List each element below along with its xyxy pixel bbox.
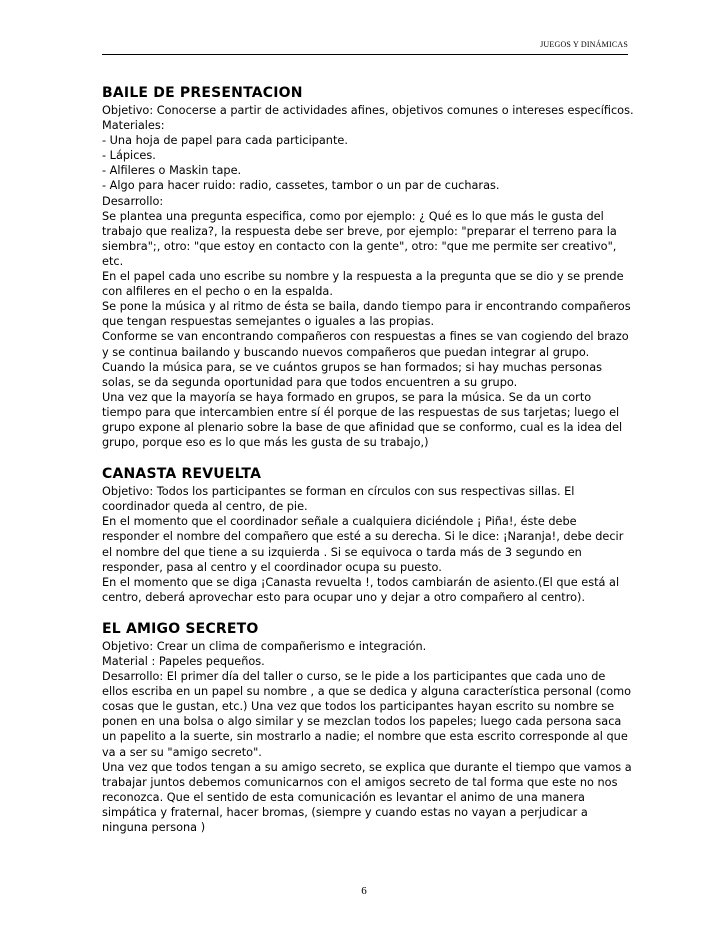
paragraph: Material : Papeles pequeños. bbox=[102, 655, 265, 668]
paragraph: Conforme se van encontrando compañeros con respuestas a fines se van cogiendo del brazo y se continua bailando y buscando nuevos compañeros que puedan integrar al grupo. bbox=[102, 330, 629, 359]
paragraph: Se pone la música y al ritmo de ésta se baila, dando tiempo para ir encontrando compañeros que tengan respuestas semejantes o iguales a las propias. bbox=[102, 300, 631, 329]
section-baile-de-presentacion bbox=[102, 84, 634, 450]
document-body bbox=[102, 84, 634, 850]
paragraph: Cuando la música para, se ve cuántos grupos se han formados; si hay muchas personas solas, se da segunda oportunidad para que todos encuentren a su grupo. bbox=[102, 360, 602, 389]
page-number: 6 bbox=[361, 885, 367, 897]
running-header bbox=[102, 40, 628, 55]
paragraph: Objetivo: Crear un clima de compañerismo e integración. bbox=[102, 639, 427, 653]
section-title: CANASTA REVUELTA bbox=[102, 466, 262, 483]
paragraph: - Una hoja de papel para cada participante. bbox=[102, 134, 348, 148]
paragraph: - Alfileres o Maskin tape. bbox=[102, 164, 242, 178]
paragraph: - Algo para hacer ruido: radio, cassetes, tambor o un par de cucharas. bbox=[102, 179, 500, 193]
section-canasta-revuelta bbox=[102, 465, 634, 605]
paragraph: Materiales: bbox=[102, 119, 165, 133]
paragraph: En el momento que se diga ¡Canasta revuelta !, todos cambiarán de asiento.(El que está al centro, deberá aprovechar esto para ocupar uno y dejar a otro compañero al centro). bbox=[102, 575, 620, 604]
paragraph: Una vez que todos tengan a su amigo secreto, se explica que durante el tiempo que vamos a trabajar juntos debemos comunicarnos con el amigos secreto de tal forma que este no nos reconozca. Que el sentido de esta comunicación es levantar el animo de una manera simpática y fraternal, hacer bromas, (siempre y cuando estas no vayan a perjudicar a ninguna persona ) bbox=[102, 760, 632, 835]
paragraph: En el momento que el coordinador señale a cualquiera diciéndole ¡ Piña!, éste debe responder el nombre del compañero que esté a su derecha. Si le dice: ¡Naranja!, debe decir el nombre del que tiene a su izquierda . Si se equivoca o tarda más de 3 segundo en responder, pasa al centro y el coordinador ocupa su puesto. bbox=[102, 515, 624, 574]
paragraph: - Lápices. bbox=[102, 149, 156, 163]
paragraph: Una vez que la mayoría se haya formado en grupos, se para la música. Se da un corto tiempo para que intercambien entre sí él porque de las respuestas de sus tarjetas; luego el grupo expone al plenario sobre la base de que afinidad que se conformo, cual es la idea del grupo, porque eso es lo que más les gusta de su trabajo,) bbox=[102, 390, 623, 450]
paragraph: Desarrollo: bbox=[102, 194, 164, 208]
running-header-title: JUEGOS Y DINÁMICAS bbox=[540, 40, 628, 49]
section-title: BAILE DE PRESENTACION bbox=[102, 85, 303, 101]
paragraph: Objetivo: Conocerse a partir de actividades afines, objetivos comunes o intereses específicos. bbox=[102, 104, 634, 117]
paragraph: Se plantea una pregunta especifica, como por ejemplo: ¿ Qué es lo que más le gusta del trabajo que realiza?, la respuesta debe ser breve, por ejemplo: "preparar el terreno para la siembra";, otro: "que estoy en contacto con la gente", otro: "que me permite ser creativo", etc. bbox=[102, 209, 617, 268]
section-el-amigo-secreto bbox=[102, 620, 634, 835]
paragraph: Objetivo: Todos los participantes se forman en círculos con sus respectivas sillas. El coordinador queda al centro, de pie. bbox=[102, 485, 575, 514]
paragraph: En el papel cada uno escribe su nombre y la respuesta a la pregunta que se dio y se prende con alfileres en el pecho o en la espalda. bbox=[102, 270, 624, 299]
paragraph: Desarrollo: El primer día del taller o curso, se le pide a los participantes que cada uno de ellos escriba en un papel su nombre , a que se dedica y alguna característica personal (como cosas que le gustan, etc.) Una vez que todos los participantes hayan escrito su nombre se ponen en una bolsa o algo similar y se mezclan todos los papeles; luego cada persona saca un papelito a la suerte, sin mostrarlo a nadie; el nombre que esta escrito corresponde al que va a ser su "amigo secreto". bbox=[102, 670, 632, 759]
section-title: EL AMIGO SECRETO bbox=[102, 620, 259, 637]
